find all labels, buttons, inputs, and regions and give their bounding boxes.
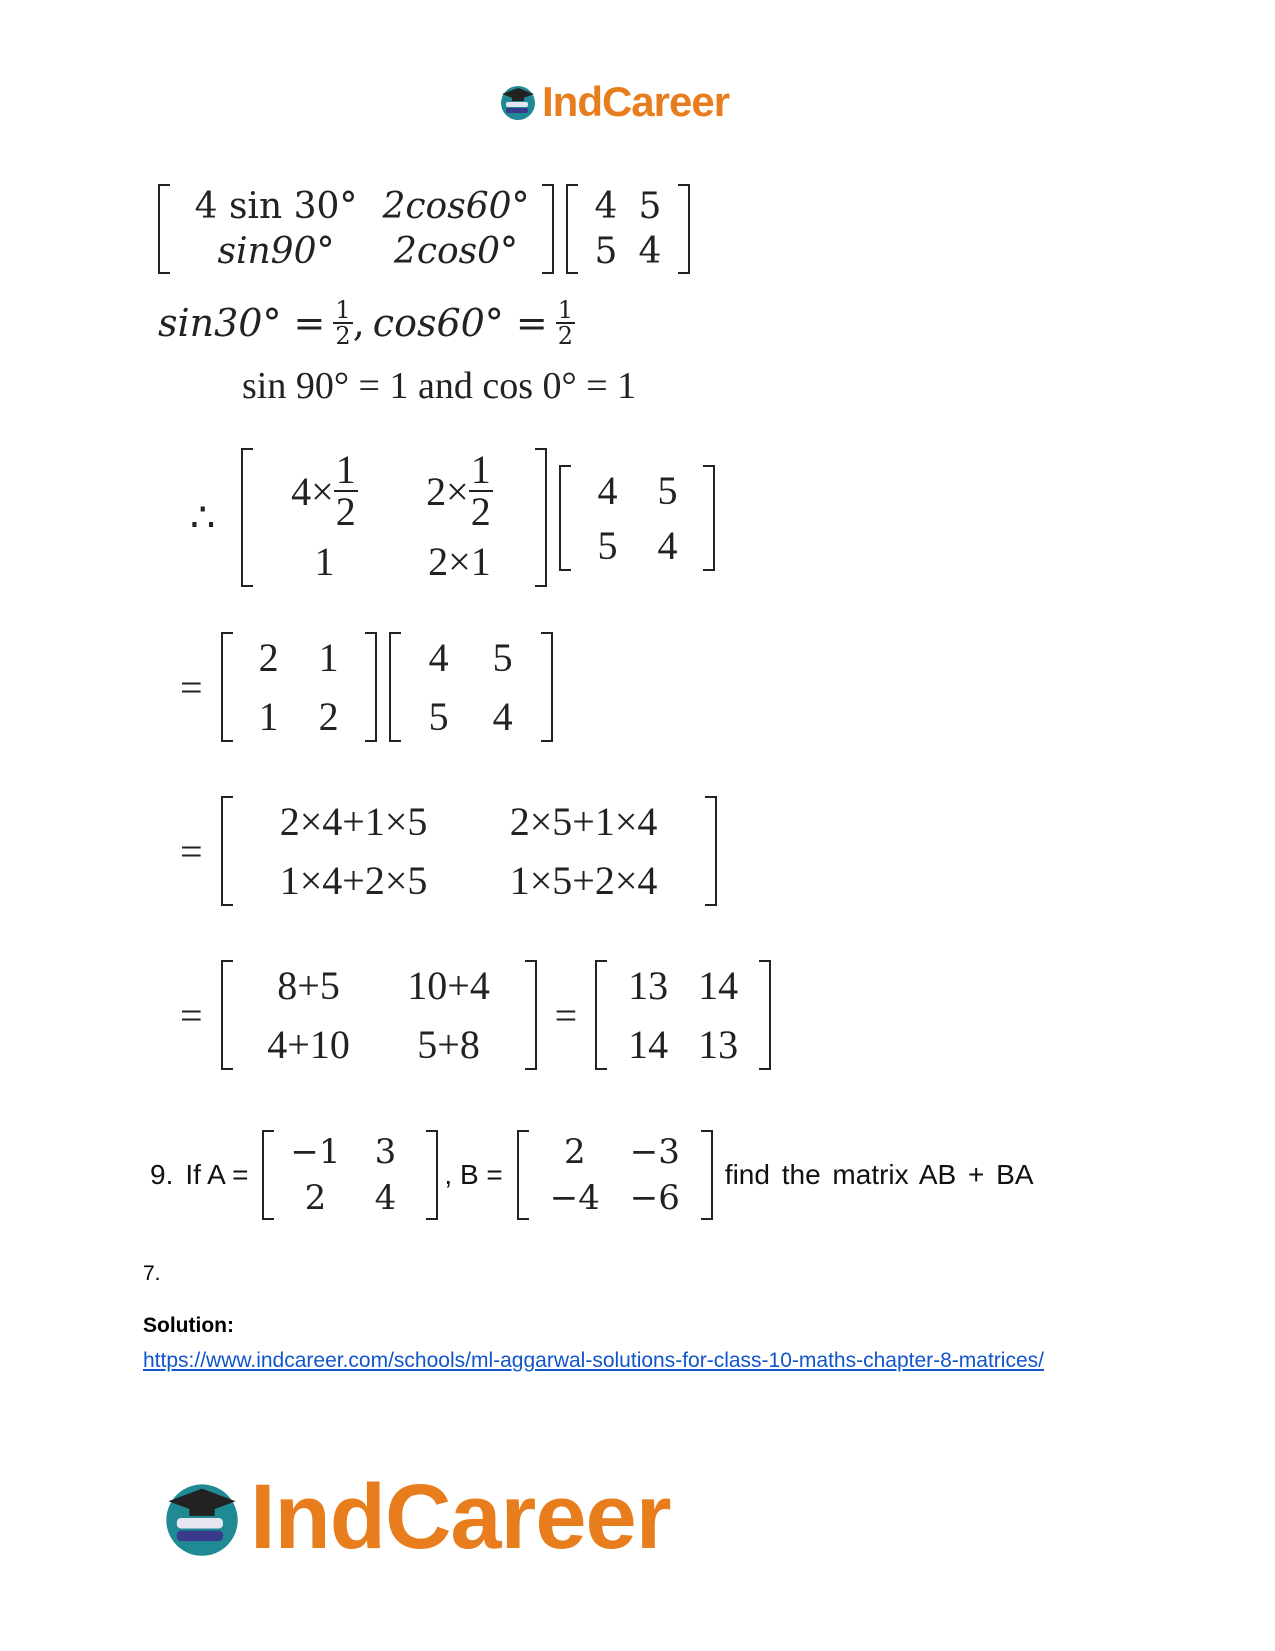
step-5-expression: = 2 1 1 2 4 5 5 4 — [180, 632, 559, 742]
matrix-cell: 1 — [314, 539, 335, 584]
matrix-cell: 2 — [318, 694, 339, 739]
step-7-expression: = 8+5 10+4 4+10 5+8 = 13 14 14 13 — [180, 960, 777, 1070]
fraction: $\frac{1}{2}$ — [335, 447, 356, 534]
header-logo — [498, 78, 729, 126]
matrix-b — [517, 1130, 713, 1220]
cos60-lhs: cos60° = — [372, 301, 548, 345]
sum-matrix — [221, 960, 537, 1070]
matrix-b — [389, 632, 553, 742]
matrix-cell: 14 — [698, 963, 739, 1008]
matrix-cell: 8+5 — [277, 963, 340, 1008]
matrix-cell: 1×4+2×5 — [279, 858, 428, 903]
matrix-cell: 2×4+1×5 — [279, 799, 428, 844]
matrix-cell: 14 — [628, 1022, 669, 1067]
matrix-b — [566, 184, 690, 274]
matrix-cell: 2 — [258, 635, 279, 680]
matrix-cell: 2cos0° — [393, 231, 519, 272]
question-comma-b: , B = — [444, 1159, 503, 1190]
matrix-cell: 10+4 — [407, 963, 490, 1008]
fraction: $\frac{1}{2}$ — [335, 296, 351, 350]
step-6-expression: = 2×4+1×5 2×5+1×4 1×4+2×5 1×5+2×4 — [180, 796, 723, 906]
matrix-cell: 2 — [304, 1178, 327, 1218]
logo-text: IndCareer — [250, 1466, 671, 1568]
matrix-cell: 2 — [563, 1132, 586, 1172]
step-4-expression — [190, 448, 721, 587]
matrix-cell: 5 — [428, 694, 449, 739]
question-tail: find the matrix AB + BA — [724, 1159, 1034, 1190]
matrix-cell: 4 — [657, 522, 678, 568]
matrix-cell: 2cos60° — [382, 186, 530, 227]
therefore-symbol: ∴ — [190, 495, 216, 540]
matrix-simplified — [221, 632, 377, 742]
matrix-cell: −4 — [549, 1178, 600, 1218]
sin30-lhs: sin30° = — [158, 301, 326, 345]
matrix-cell: 1×5+2×4 — [509, 858, 658, 903]
matrix-cell: 5 — [597, 522, 618, 568]
matrix-b — [559, 465, 715, 571]
matrix-cell: −1 — [290, 1132, 341, 1172]
matrix-cell: 5 — [638, 186, 662, 227]
matrix-cell: 5 — [594, 231, 618, 272]
solution-link[interactable]: https://www.indcareer.com/schools/ml-aggarwal-solutions-for-class-10-maths-chapter-8-matrices/ — [143, 1349, 1044, 1372]
graduation-cap-books-icon — [160, 1476, 244, 1560]
solution-label: Solution: — [143, 1314, 234, 1337]
question-number: 9. — [150, 1159, 174, 1190]
matrix-cell: 1 — [258, 694, 279, 739]
matrix-cell: −6 — [629, 1178, 680, 1218]
matrix-cell: 5 — [657, 467, 678, 513]
matrix-a — [262, 1130, 438, 1220]
matrix-cell: sin90° — [217, 231, 335, 272]
matrix-cell: 4 sin 30° — [194, 186, 358, 227]
question-if-a: If A = — [185, 1159, 249, 1190]
matrix-cell: 4 — [374, 1178, 397, 1218]
matrix-cell: 13 — [698, 1022, 739, 1067]
matrix-cell: 4 — [428, 635, 449, 680]
step-1-expression — [158, 184, 696, 274]
item-number: 7. — [143, 1262, 161, 1285]
graduation-cap-books-icon — [498, 82, 538, 122]
matrix-cell: 4 — [597, 467, 618, 513]
fraction: $\frac{1}{2}$ — [470, 447, 491, 534]
matrix-cell: 3 — [374, 1132, 397, 1172]
fraction: $\frac{1}{2}$ — [557, 296, 573, 350]
matrix-cell: 1 — [318, 635, 339, 680]
product-matrix — [221, 796, 717, 906]
question-9 — [150, 1130, 1034, 1220]
matrix-cell: 5 — [492, 635, 513, 680]
trig-matrix — [158, 184, 554, 274]
logo-text: IndCareer — [542, 78, 730, 125]
matrix-cell: 4 — [492, 694, 513, 739]
matrix-cell: 4 — [594, 186, 618, 227]
footer-logo — [160, 1465, 671, 1570]
result-matrix — [595, 960, 771, 1070]
matrix-cell: 5+8 — [417, 1022, 480, 1067]
step-3-text: sin 90° = 1 and cos 0° = 1 — [242, 365, 637, 407]
matrix-cell: 13 — [628, 963, 669, 1008]
matrix-cell: 4 — [638, 231, 662, 272]
fraction-matrix: 4× $\frac{1}{2}$ 2× $\frac{1}{2}$ 1 2×1 — [241, 448, 547, 587]
matrix-cell: 2×1 — [428, 539, 491, 584]
matrix-cell: −3 — [629, 1132, 680, 1172]
step-2-values: sin30° = $\frac{1}{2}$ , cos60° = $\frac{1}{2}$ — [158, 296, 573, 350]
matrix-cell: 2×5+1×4 — [509, 799, 658, 844]
matrix-cell: 4+10 — [267, 1022, 350, 1067]
